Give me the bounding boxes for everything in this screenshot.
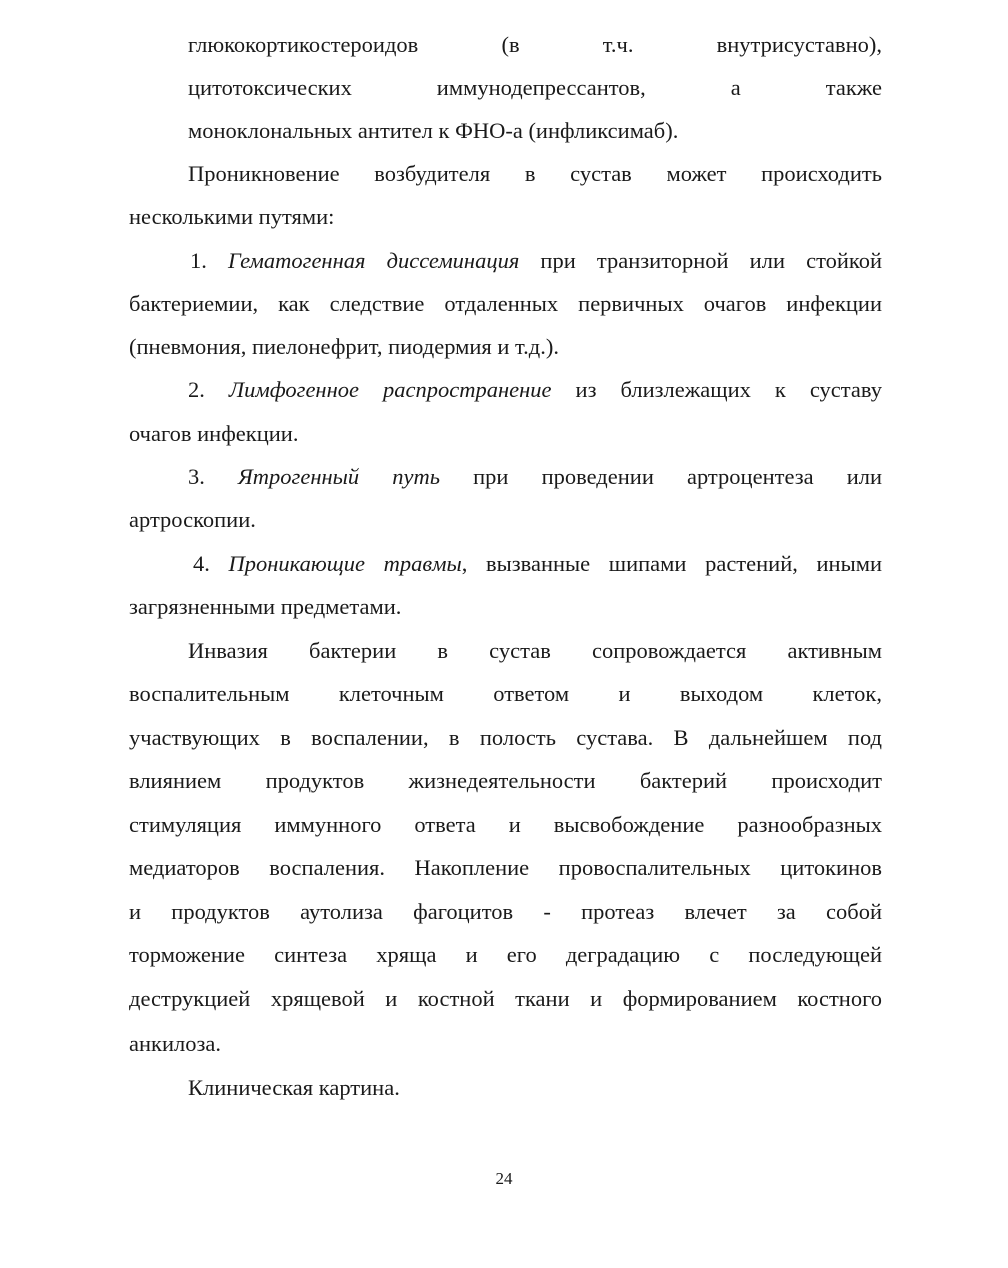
list-number: 2. bbox=[188, 377, 205, 402]
text-line: глюкокортикостероидов (в т.ч. внутрисуставно), bbox=[188, 32, 882, 57]
list-text: , вызванные шипами растений, иными bbox=[461, 551, 882, 576]
text-line: торможение синтеза хряща и его деградацию с последующей bbox=[129, 942, 882, 967]
list-term: Гематогенная диссеминация bbox=[228, 248, 520, 273]
text-line: стимуляция иммунного ответа и высвобождение разнообразных bbox=[129, 812, 882, 837]
text-line: бактериемии, как следствие отдаленных первичных очагов инфекции bbox=[129, 291, 882, 316]
paragraph-start: Проникновение возбудителя в сустав может происходить bbox=[188, 161, 882, 186]
list-term: Проникающие травмы bbox=[228, 551, 462, 576]
list-item-2 bbox=[188, 376, 882, 404]
text-line: цитотоксических иммунодепрессантов, а также bbox=[188, 75, 882, 100]
text-line: (пневмония, пиелонефрит, пиодермия и т.д.). bbox=[129, 334, 559, 359]
text-line: загрязненными предметами. bbox=[129, 594, 402, 619]
list-text: при проведении артроцентеза или bbox=[473, 464, 883, 489]
text-line: участвующих в воспалении, в полость сустава. В дальнейшем под bbox=[129, 725, 882, 750]
list-item-4 bbox=[193, 550, 882, 578]
list-number: 3. bbox=[188, 464, 205, 489]
text-line: деструкцией хрящевой и костной ткани и формированием костного bbox=[129, 986, 882, 1011]
text-line: артроскопии. bbox=[129, 507, 256, 532]
list-text: из близлежащих к суставу bbox=[575, 377, 882, 402]
list-term: Ятрогенный путь bbox=[238, 464, 440, 489]
text-line: очагов инфекции. bbox=[129, 421, 299, 446]
text-line: несколькими путями: bbox=[129, 204, 335, 229]
list-term: Лимфогенное распространение bbox=[228, 377, 552, 402]
list-text: при транзиторной или стойкой bbox=[540, 248, 882, 273]
text-line: и продуктов аутолиза фагоцитов - протеаз влечет за собой bbox=[129, 899, 882, 924]
text-line: моноклональных антител к ФНО-а (инфликсимаб). bbox=[188, 118, 679, 143]
text-line: воспалительным клеточным ответом и выходом клеток, bbox=[129, 681, 882, 706]
text-line: влиянием продуктов жизнедеятельности бактерий происходит bbox=[129, 768, 882, 793]
page-number: 24 bbox=[495, 1169, 513, 1188]
list-number: 1. bbox=[190, 248, 207, 273]
list-number: 4. bbox=[193, 551, 210, 576]
text-line: медиаторов воспаления. Накопление провоспалительных цитокинов bbox=[129, 855, 882, 880]
paragraph-start: Инвазия бактерии в сустав сопровождается активным bbox=[188, 638, 882, 663]
section-heading: Клиническая картина. bbox=[188, 1075, 400, 1100]
list-item-3 bbox=[188, 463, 882, 491]
list-item-1 bbox=[190, 247, 882, 275]
text-line: анкилоза. bbox=[129, 1031, 221, 1056]
